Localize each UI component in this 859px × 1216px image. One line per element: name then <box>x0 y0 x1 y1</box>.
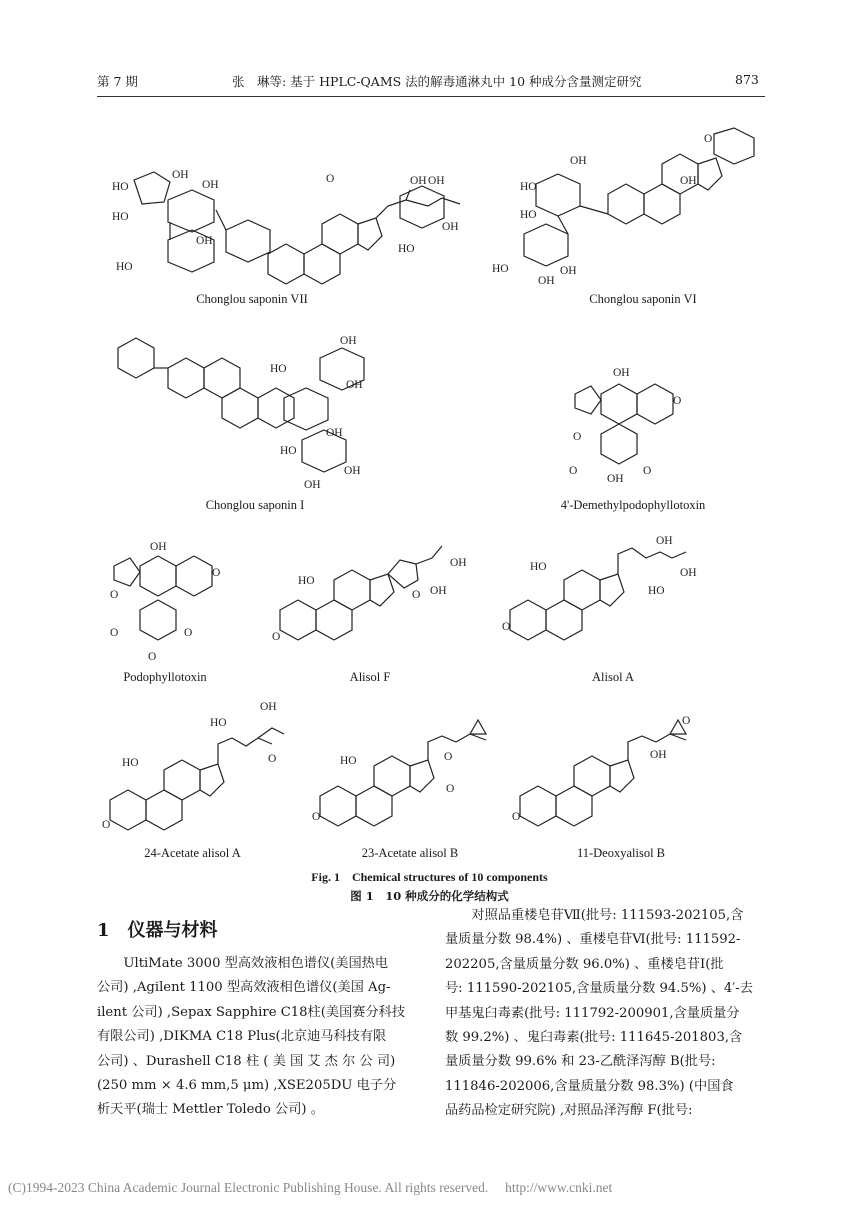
svg-text:OH: OH <box>650 749 667 761</box>
svg-text:O: O <box>569 465 578 477</box>
label-podophyllotoxin: Podophyllotoxin <box>123 670 207 684</box>
text-line: 111846-202006,含量质量分数 98.3%) (中国食 <box>445 1078 734 1094</box>
structure-chonglou-saponin-i <box>108 328 378 502</box>
svg-text:OH: OH <box>150 541 167 553</box>
structure-chonglou-saponin-vii <box>110 160 470 284</box>
text-line: 公司) ,Agilent 1100 型高效液相色谱仪(美国 Ag- <box>97 980 391 996</box>
svg-text:OH: OH <box>428 175 445 187</box>
structure-alisol-f <box>270 540 470 654</box>
svg-text:HO: HO <box>280 445 297 457</box>
svg-text:O: O <box>412 589 421 601</box>
svg-text:OH: OH <box>326 427 343 439</box>
svg-text:HO: HO <box>112 211 129 223</box>
svg-text:OH: OH <box>560 265 577 277</box>
label-24-acetate-alisol-a: 24-Acetate alisol A <box>144 846 241 860</box>
svg-text:OH: OH <box>680 175 697 187</box>
structure-alisol-a <box>500 535 700 654</box>
text-line: UltiMate 3000 型高效液相色谱仪(美国热电 <box>123 956 389 971</box>
svg-text:O: O <box>110 627 119 639</box>
svg-text:O: O <box>212 567 221 579</box>
svg-text:HO: HO <box>398 243 415 255</box>
text-line: 甲基鬼臼毒素(批号: 111792-200901,含量质量分 <box>445 1005 740 1021</box>
svg-text:O: O <box>673 395 682 407</box>
svg-text:O: O <box>184 627 193 639</box>
text-line: 品药品检定研究院) ,对照品泽泻醇 F(批号: <box>445 1103 693 1119</box>
svg-text:O: O <box>682 715 691 727</box>
svg-text:OH: OH <box>450 557 467 569</box>
label-23-acetate-alisol-b: 23-Acetate alisol B <box>361 846 459 860</box>
left-paragraph <box>97 952 427 1123</box>
svg-text:O: O <box>312 811 321 823</box>
svg-text:HO: HO <box>116 261 133 273</box>
svg-text:OH: OH <box>344 465 361 477</box>
svg-text:OH: OH <box>410 175 427 187</box>
section-heading: 1 仪器与材料 <box>97 920 218 941</box>
svg-text:O: O <box>573 431 582 443</box>
svg-text:O: O <box>268 753 277 765</box>
svg-text:HO: HO <box>210 717 227 729</box>
text-line: ilent 公司) ,Sepax Sapphire C18柱(美国赛分科技 <box>97 1004 406 1020</box>
svg-text:O: O <box>272 631 281 643</box>
journal-issue: 第 7 期 <box>97 74 138 89</box>
svg-text:HO: HO <box>122 757 139 769</box>
structure-11-deoxyalisol-b <box>510 715 700 834</box>
svg-text:HO: HO <box>112 181 129 193</box>
label-alisol-f: Alisol F <box>349 670 391 684</box>
text-line: 202205,含量质量分数 96.0%) 、重楼皂苷Ⅰ(批 <box>445 956 724 972</box>
svg-text:OH: OH <box>346 379 363 391</box>
svg-text:O: O <box>326 173 335 185</box>
svg-text:O: O <box>444 751 453 763</box>
label-11-deoxyalisol-b: 11-Deoxyalisol B <box>576 846 666 860</box>
structure-4-demethylpodophyllotoxin <box>565 364 695 488</box>
svg-text:OH: OH <box>570 155 587 167</box>
svg-text:OH: OH <box>260 701 277 713</box>
svg-text:O: O <box>704 133 713 145</box>
svg-text:OH: OH <box>172 169 189 181</box>
header-rule <box>97 96 765 97</box>
label-chonglou-saponin-vi: Chonglou saponin VI <box>589 292 697 306</box>
svg-text:HO: HO <box>340 755 357 767</box>
text-line: 量质量分数 98.4%) 、重楼皂苷Ⅵ(批号: 111592- <box>445 932 741 948</box>
right-paragraph <box>445 904 775 1124</box>
svg-text:OH: OH <box>607 473 624 485</box>
svg-text:O: O <box>512 811 521 823</box>
label-4-demethylpodophyllotoxin: 4'-Demethylpodophyllotoxin <box>560 498 706 512</box>
text-line: (250 mm × 4.6 mm,5 μm) ,XSE205DU 电子分 <box>97 1078 397 1094</box>
text-line: 对照品重楼皂苷Ⅶ(批号: 111593-202105,含 <box>471 908 744 923</box>
svg-text:OH: OH <box>202 179 219 191</box>
structure-podophyllotoxin <box>108 536 238 670</box>
label-alisol-a: Alisol A <box>591 670 635 684</box>
structure-23-acetate-alisol-b <box>310 730 500 834</box>
svg-text:OH: OH <box>304 479 321 491</box>
svg-text:HO: HO <box>520 209 537 221</box>
text-line: 析天平(瑞士 Mettler Toledo 公司) 。 <box>97 1102 324 1118</box>
svg-text:HO: HO <box>520 181 537 193</box>
svg-text:OH: OH <box>430 585 447 597</box>
label-chonglou-saponin-vii: Chonglou saponin VII <box>196 292 308 306</box>
structure-24-acetate-alisol-a <box>100 701 300 844</box>
svg-text:OH: OH <box>613 367 630 379</box>
svg-text:HO: HO <box>530 561 547 573</box>
svg-text:OH: OH <box>340 335 357 347</box>
svg-text:O: O <box>643 465 652 477</box>
svg-text:O: O <box>102 819 111 831</box>
svg-text:HO: HO <box>492 263 509 275</box>
running-title: 张 琳等: 基于 HPLC-QAMS 法的解毒通淋丸中 10 种成分含量测定研究 <box>232 74 642 89</box>
figure-caption-en: Fig. 1 Chemical structures of 10 components <box>311 870 548 884</box>
structure-chonglou-saponin-vi <box>490 124 770 298</box>
svg-text:O: O <box>110 589 119 601</box>
figure-caption-cn: 图 1 10 种成分的化学结构式 <box>350 889 509 903</box>
svg-text:HO: HO <box>648 585 665 597</box>
text-line: 公司) 、Durashell C18 柱 ( 美 国 艾 杰 尔 公 司) <box>97 1053 396 1069</box>
svg-text:O: O <box>148 651 157 663</box>
svg-text:HO: HO <box>270 363 287 375</box>
label-chonglou-saponin-i: Chonglou saponin I <box>205 498 305 512</box>
svg-text:OH: OH <box>196 235 213 247</box>
text-line: 有限公司) ,DIKMA C18 Plus(北京迪马科技有限 <box>97 1029 387 1045</box>
svg-text:O: O <box>446 783 455 795</box>
text-line: 号: 111590-202105,含量质量分数 94.5%) 、4′-去 <box>445 981 753 997</box>
svg-text:HO: HO <box>298 575 315 587</box>
copyright-footer: (C)1994-2023 China Academic Journal Electronic Publishing House. All rights reserved. http://www.cnki.net <box>8 1180 613 1195</box>
text-line: 量质量分数 99.6% 和 23-乙酰泽泻醇 B(批号: <box>445 1054 716 1070</box>
svg-text:OH: OH <box>656 535 673 547</box>
svg-text:OH: OH <box>680 567 697 579</box>
page-number: 873 <box>735 72 759 87</box>
text-line: 数 99.2%) 、鬼臼毒素(批号: 111645-201803,含 <box>445 1030 743 1046</box>
svg-text:O: O <box>502 621 511 633</box>
svg-text:OH: OH <box>538 275 555 287</box>
svg-text:OH: OH <box>442 221 459 233</box>
